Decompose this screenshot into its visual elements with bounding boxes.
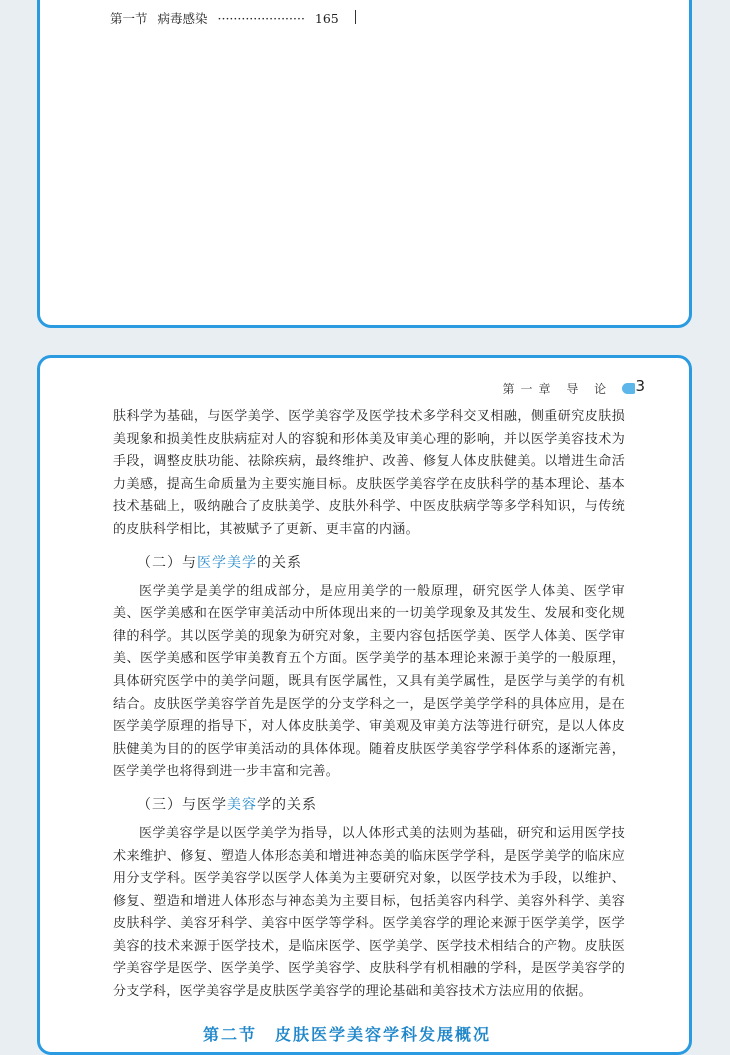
paragraph-2: 医学美学是美学的组成部分，是应用美学的一般原理，研究医学人体美、医学审美、医学美感和在医学审美活动中所体现出来的一切美学现象及其发生、发展和变化规律的科学。其以医学美的现象为研究对象，主要内容包括医学美、医学人体美、医学审美、医学美感和医学审美教育五个方面。医学美学的基本理论来源于美学的一般原理，具体研究医学中的美学问题，既具有医学属性，又具有美学属性，是医学与美学的有机结合。皮肤医学美容学首先是医学的分支学科之一，是医学美学学科的具体应用，是在医学美学原理的指导下，对人体皮肤美学、审美观及审美方法等进行研究，是以人体皮肤健美为目的的医学审美活动的具体体现。随着皮肤医学美容学学科体系的逐渐完善，医学美学也将得到进一步丰富和完善。 <box>113 583 625 780</box>
subheading-3 <box>137 794 625 814</box>
toc-title: 病毒感染 <box>157 11 208 26</box>
toc-page-number: 165 <box>314 11 339 26</box>
subheading-3-highlight: 美容 <box>227 796 257 813</box>
toc-divider <box>355 10 356 24</box>
toc-chapter: 第一节 <box>110 11 148 26</box>
book-page-card <box>37 355 692 1055</box>
subheading-2-suffix: 的关系 <box>257 554 302 571</box>
subheading-2-prefix: （二）与 <box>137 554 197 571</box>
subheading-2 <box>137 552 625 572</box>
subheading-3-suffix: 学的关系 <box>257 796 317 813</box>
running-header-text: 第一章 导 论 <box>502 382 613 396</box>
paragraph-1: 肤科学为基础，与医学美学、医学美容学及医学技术多学科交叉相融，侧重研究皮肤损美现象和损美性皮肤病症对人的容貌和形体美及审美心理的影响，并以医学美容技术为手段，调整皮肤功能、祛除疾病，最终维护、改善、修复人体皮肤健美。以增进生命活力美感，提高生命质量为主要实施目标。皮肤医学美容学在皮肤科学的基本理论、基本技术基础上，吸纳融合了皮肤美学、皮肤外科学、中医皮肤病学等多学科知识，与传统的皮肤科学相比，其被赋予了更新、更丰富的内涵。 <box>113 409 625 537</box>
toc-page-card <box>37 0 692 328</box>
paragraph-3: 医学美容学是以医学美学为指导，以人体形式美的法则为基础，研究和运用医学技术来维护、修复、塑造人体形态美和增进神态美的临床医学学科，是医学美学的临床应用分支学科。医学美容学以医学人体美为主要研究对象，以医学技术为手段，以维护、修复、塑造和增进人体形态与神态美为主要目标，包括美容内科学、美容外科学、美容皮肤科学、美容牙科学、美容中医学等学科。医学美容学的理论来源于医学美学，医学美容的技术来源于医学技术，是临床医学、医学美学、医学技术相结合的产物。皮肤医学美容学是医学、医学美学、医学美容学、皮肤科学有机相融的学科，是医学美容学的分支学科，医学美容学是皮肤医学美容学的理论基础和美容技术方法应用的依据。 <box>113 825 625 1000</box>
subheading-3-prefix: （三）与医学 <box>137 796 227 813</box>
section-heading: 第二节 皮肤医学美容学科发展概况 <box>203 1024 492 1044</box>
page-number: 3 <box>635 377 645 395</box>
toc-entry[interactable] <box>110 9 345 27</box>
chapter-marker-icon <box>622 383 635 394</box>
running-header <box>503 380 639 397</box>
page-body <box>113 406 625 1045</box>
subheading-2-highlight: 医学美学 <box>197 554 257 571</box>
toc-leader-dots: ······················ <box>217 11 305 26</box>
